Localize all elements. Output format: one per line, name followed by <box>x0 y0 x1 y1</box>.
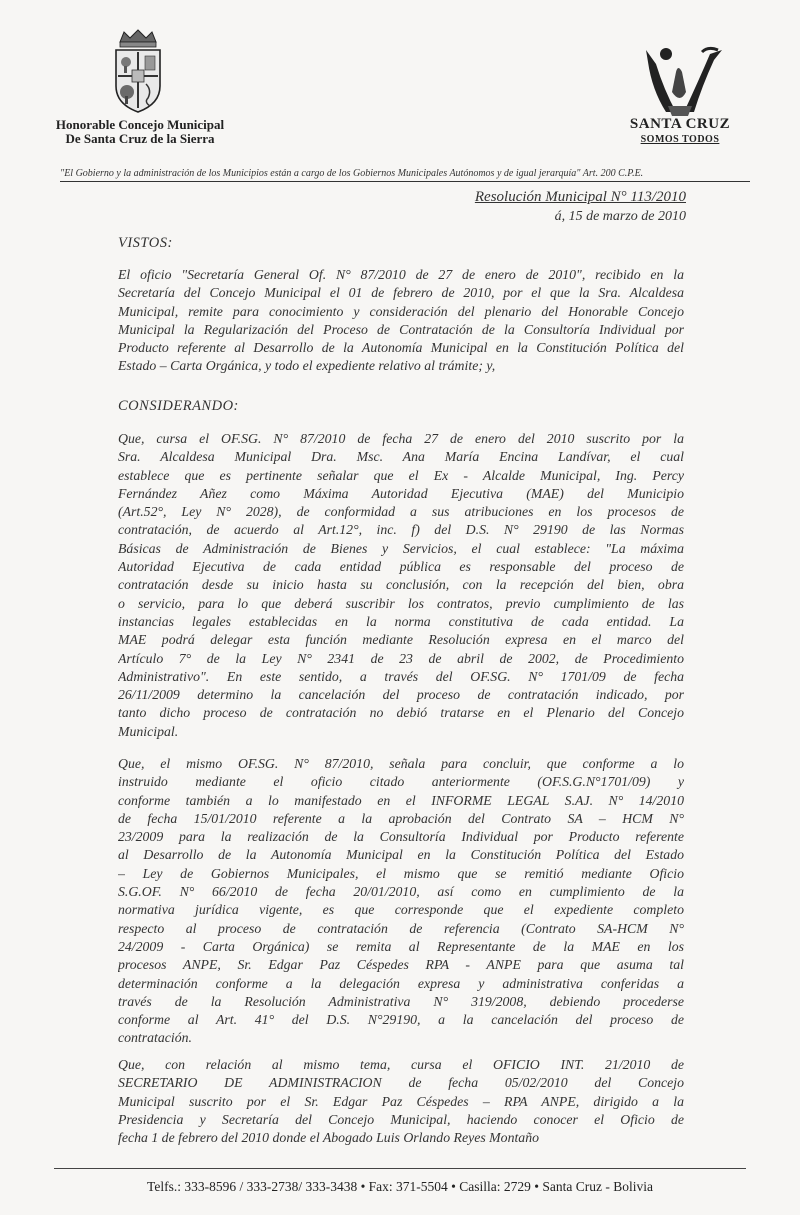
text-line: de fecha 15/01/2010 referente a la aprobación del Contrato SA – HCM N° <box>118 810 684 826</box>
text-line: contratación. <box>118 1030 192 1046</box>
text-line: procesos ANPE, Sr. Edgar Paz Céspedes RPA - ANPE para que asuma tal <box>118 957 684 973</box>
text-line: Fernández Añez como Máxima Autoridad Ejecutiva (MAE) del Municipio <box>118 485 684 501</box>
vistos-heading: VISTOS: <box>118 235 173 251</box>
text-line: Presidencia y Secretaría del Concejo Municipal, haciendo conocer el Oficio de <box>118 1111 684 1127</box>
text-line: S.G.OF. N° 66/2010 de fecha 20/01/2010, así como en cumplimiento de la <box>118 884 684 900</box>
text-line: Estado – Carta Orgánica, y todo el expediente relativo al trámite; y, <box>118 358 496 374</box>
considerando-paragraph-2 <box>118 755 684 1048</box>
text-line: Administrativo". En este sentido, a través del OF.SG. N° 1701/09 de fecha <box>118 668 684 684</box>
text-line: Municipal la Regularización del Proceso de Contratación de la Consultoría Individual por <box>118 321 684 337</box>
text-line: Municipal. <box>118 723 179 739</box>
text-line: fecha 1 de febrero del 2010 donde el Abogado Luis Orlando Reyes Montaño <box>118 1130 539 1146</box>
resolution-date: á, 15 de marzo de 2010 <box>554 209 686 224</box>
council-name-line2: De Santa Cruz de la Sierra <box>65 131 215 146</box>
constitution-quote: "El Gobierno y la administración de los Municipios están a cargo de los Gobiernos Municipales Autónomos y de igual jerarquía" Art. 200 C.P.E. <box>60 168 644 179</box>
text-line: MAE podrá delegar esta función mediante Resolución expresa en el marco del <box>118 632 684 648</box>
text-line: SECRETARIO DE ADMINISTRACION de fecha 05/02/2010 del Concejo <box>118 1075 684 1091</box>
text-line: El oficio "Secretaría General Of. N° 87/2010 de 27 de enero de 2010", recibido en la <box>118 267 684 282</box>
text-line: Producto referente al Desarrollo de la Autonomía Municipal en la Constitución Política del <box>118 340 684 356</box>
text-line: tanto dicho proceso de contratación no debió tratarse en el Plenario del Concejo <box>118 705 684 721</box>
logo-text-2: SOMOS TODOS <box>640 134 720 145</box>
text-line: Que, el mismo OF.SG. N° 87/2010, señala para concluir, que conforme a lo <box>118 756 684 771</box>
text-line: instruido mediante el oficio citado anteriormente (OF.S.G.N°1701/09) y <box>118 774 684 790</box>
text-line: Artículo 7° de la Ley N° 2341 de 23 de abril de 2002, de Procedimiento <box>118 650 684 666</box>
text-line: establece que es pertinente señalar que el Ex - Alcalde Municipal, Ing. Percy <box>118 467 684 483</box>
santa-cruz-logo-text <box>618 116 742 145</box>
text-line: conforme al Art. 41° del D.S. N°29190, a la cancelación del proceso de <box>118 1012 684 1028</box>
text-line: normativa jurídica vigente, es que corresponde que el expediente completo <box>118 902 684 918</box>
logo-text-1: SANTA CRUZ <box>629 116 731 132</box>
text-line: 26/11/2009 determino la cancelación del proceso de contratación indicado, por <box>118 687 684 703</box>
text-line: determinación conforme a la delegación expresa y administrativa conferidas a <box>118 975 684 991</box>
text-line: 24/2009 - Carta Orgánica) se remita al Representante de la MAE en los <box>118 938 684 954</box>
text-line: conforme también a lo manifestado en el INFORME LEGAL S.AJ. N° 14/2010 <box>118 792 684 808</box>
footer-divider <box>54 1168 746 1169</box>
text-line: Sra. Alcaldesa Municipal Dra. Msc. Ana María Encina Landívar, el cual <box>118 449 684 465</box>
text-line: (Art.52°, Ley N° 2028), de conformidad a sus atribuciones en los procesos de <box>118 504 684 520</box>
council-name <box>40 118 240 146</box>
text-line: Autoridad Ejecutiva de cada entidad pública es responsable del proceso de <box>118 559 684 575</box>
footer-contact: Telfs.: 333-8596 / 333-2738/ 333-3438 • Fax: 371-5504 • Casilla: 2729 • Santa Cruz - Bolivia <box>147 1179 653 1194</box>
text-line: instancias legales establecidas en la norma constitutiva de cada entidad. La <box>118 613 684 629</box>
text-line: Municipal suscrito por el Sr. Edgar Paz Céspedes – RPA ANPE, dirigido a la <box>118 1093 684 1109</box>
vistos-paragraph <box>118 266 684 376</box>
text-line: respecto al proceso de contratación de referencia (Contrato SA-HCM N° <box>118 920 684 936</box>
council-name-line1: Honorable Concejo Municipal <box>55 117 225 132</box>
considerando-paragraph-1 <box>118 430 684 741</box>
text-line: o servicio, para lo que deberá suscribir los contratos, previo cumplimiento de las <box>118 595 684 611</box>
text-line: Que, con relación al mismo tema, cursa el OFICIO INT. 21/2010 de <box>118 1057 684 1072</box>
considerando-heading: CONSIDERANDO: <box>118 398 239 414</box>
considerando-paragraph-3 <box>118 1056 684 1147</box>
text-line: al Desarrollo de la Autonomía Municipal en la Constitución Política del Estado <box>118 847 684 863</box>
text-line: través de la Resolución Administrativa N° 319/2008, debiendo procederse <box>118 993 684 1009</box>
text-line: Secretaría del Concejo Municipal el 01 de febrero de 2010, por el que la Sra. Alcaldesa <box>118 285 684 301</box>
text-line: – Ley de Gobiernos Municipales, el mismo que se remitió mediante Oficio <box>118 865 684 881</box>
text-line: Básicas de Administración de Bienes y Servicios, el cual establece: "La máxima <box>118 540 684 556</box>
text-line: Municipal, remite para conocimiento y consideración del plenario del Honorable Concejo <box>118 303 684 319</box>
text-line: contratación desde su inicio hasta su conclusión, con la recepción del bien, obra <box>118 577 684 593</box>
text-line: 23/2009 para la realización de la Consultoría Individual por Producto referente <box>118 829 684 845</box>
resolution-title: Resolución Municipal N° 113/2010 <box>474 189 686 205</box>
header-divider <box>60 181 750 182</box>
text-line: Que, cursa el OF.SG. N° 87/2010 de fecha 27 de enero del 2010 suscrito por la <box>118 431 684 446</box>
coat-of-arms-icon <box>108 28 168 120</box>
text-line: contratación, de acuerdo al Art.12°, inc. f) del D.S. N° 29190 de las Normas <box>118 522 684 538</box>
